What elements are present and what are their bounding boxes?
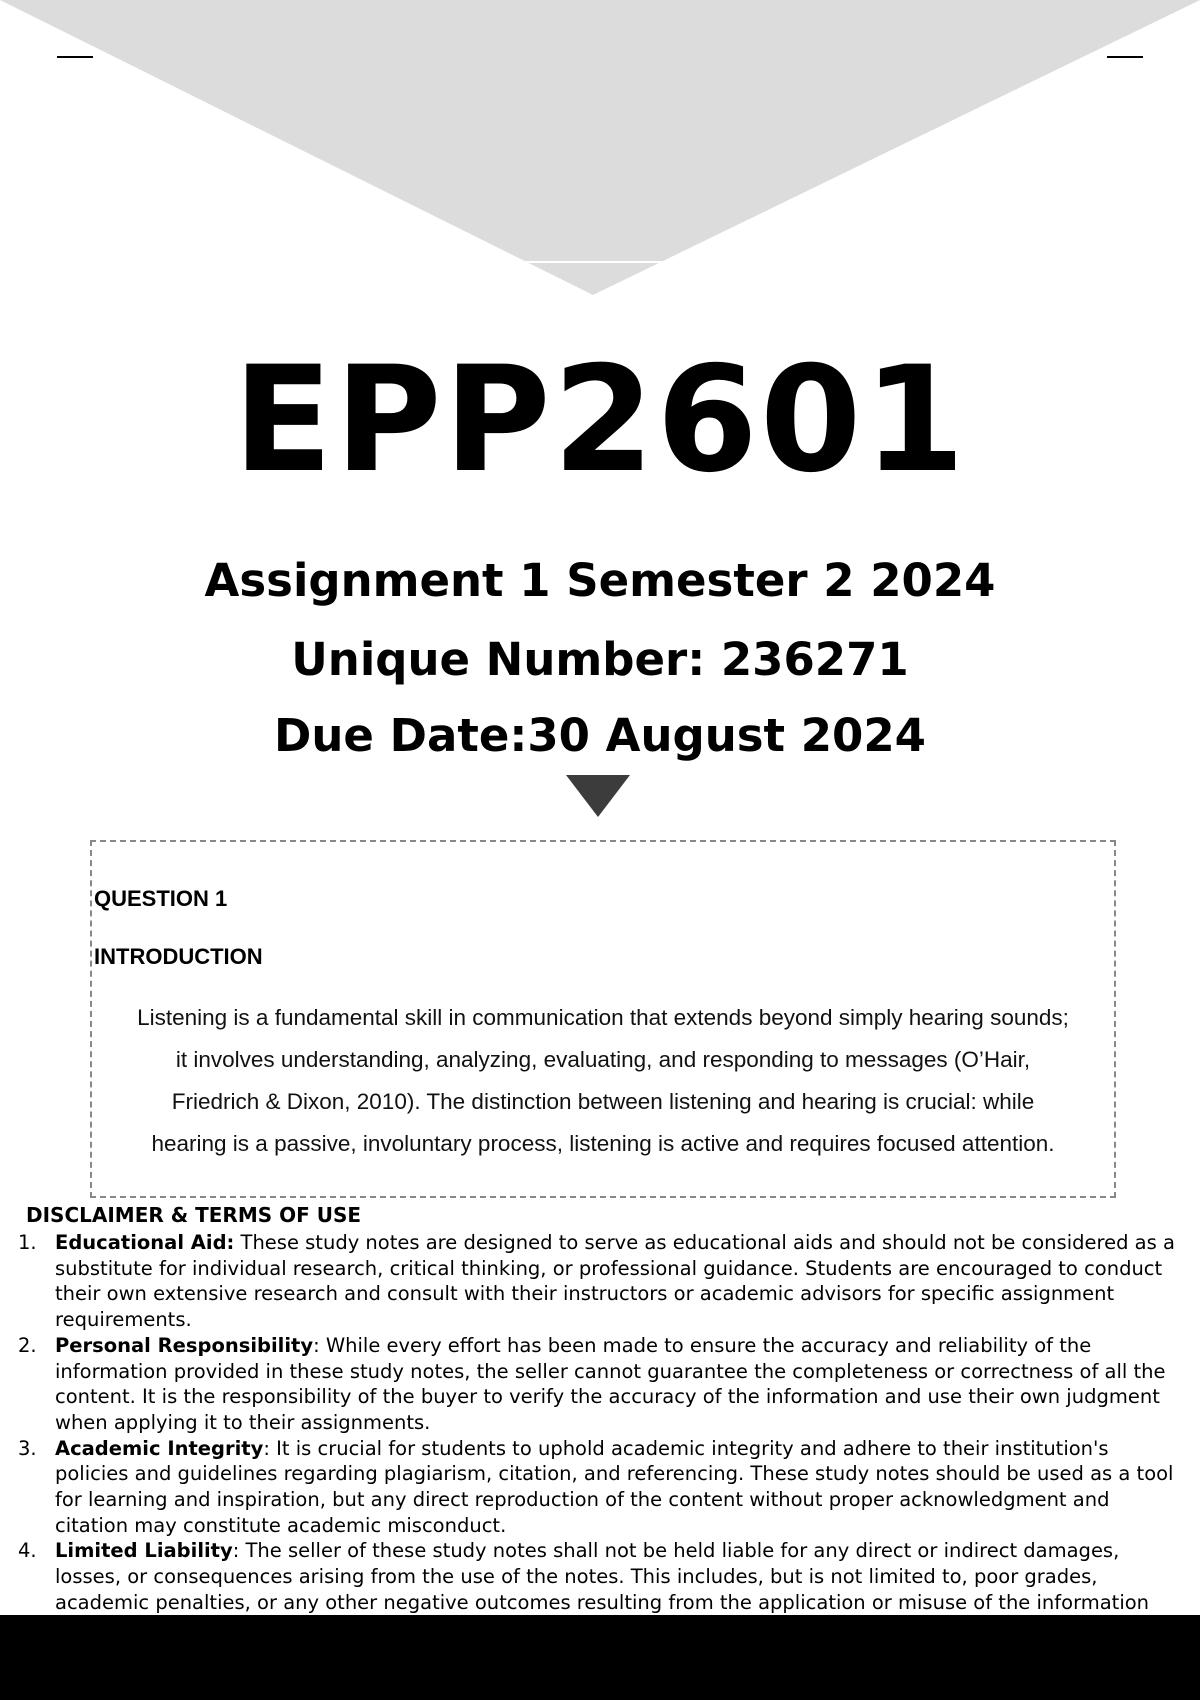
content-preview-box [90, 840, 1116, 1198]
item-number: 2. [18, 1333, 37, 1357]
section-heading: INTRODUCTION [94, 944, 263, 969]
unique-number-line: Unique Number: 236271 [291, 633, 909, 686]
item-text: These study notes are designed to serve as educational aids and should not be considered as a substitute for individual research, critical thinking, or professional guidance. Students are encouraged to conduct their own extensive research and consult with their instructors or academic advisors for specific assignment requirements. [55, 1231, 1175, 1332]
item-term: Limited Liability [55, 1539, 233, 1563]
assignment-line: Assignment 1 Semester 2 2024 [204, 554, 996, 607]
paragraph-line: Friedrich & Dixon, 2010). The distinction between listening and hearing is crucial: while [171, 1089, 1035, 1114]
item-term: Academic Integrity [55, 1436, 264, 1460]
disclaimer-item [18, 1436, 1188, 1539]
corner-rule-right [1107, 56, 1143, 58]
down-arrow-icon [566, 775, 630, 817]
paragraph-line: hearing is a passive, involuntary process, listening is active and requires focused attention. [151, 1131, 1055, 1156]
bottom-black-bar [0, 1615, 1200, 1700]
disclaimer-item [18, 1333, 1188, 1436]
paragraph-line: Listening is a fundamental skill in communication that extends beyond simply hearing sounds; [137, 1005, 1069, 1030]
disclaimer-item [18, 1230, 1188, 1333]
question-heading: QUESTION 1 [94, 886, 228, 911]
course-code-title: EPP2601 [232, 335, 968, 505]
item-number: 4. [18, 1539, 37, 1563]
due-date-line: Due Date:30 August 2024 [274, 709, 926, 762]
item-number: 1. [18, 1231, 37, 1254]
disclaimer-list [18, 1230, 1188, 1616]
paragraph-line: it involves understanding, analyzing, evaluating, and responding to messages (O’Hair, [175, 1047, 1031, 1072]
corner-rule-left [57, 56, 93, 58]
disclaimer-title: DISCLAIMER & TERMS OF USE [26, 1203, 362, 1227]
item-text: : While every effort has been made to ensure the accuracy and reliability of the information provided in these study notes, the seller cannot guarantee the completeness or correctness of all the content. It is the responsibility of the buyer to verify the accuracy of the information and use their own judgment when applying it to their assignments. [55, 1333, 1166, 1434]
disclaimer-item [18, 1538, 1188, 1615]
item-text: : The seller of these study notes shall not be held liable for any direct or indirect damages, losses, or consequences arising from the use of the notes. This includes, but is not limited to, poor grades, academic penalties, or any other negative outcomes resulting from the application or misuse of the information [55, 1539, 1150, 1614]
header-chevron-banner [0, 0, 1200, 300]
item-number: 3. [18, 1436, 37, 1460]
item-term: Personal Responsibility [55, 1333, 314, 1357]
item-text: : It is crucial for students to uphold academic integrity and adhere to their institution's policies and guidelines regarding plagiarism, citation, and referencing. These study notes should be used as a tool for learning and inspiration, but any direct reproduction of the content without proper acknowledgment and citation may constitute academic misconduct. [55, 1436, 1174, 1537]
item-term: Educational Aid: [55, 1231, 235, 1254]
preview-paragraph [92, 997, 1114, 1165]
